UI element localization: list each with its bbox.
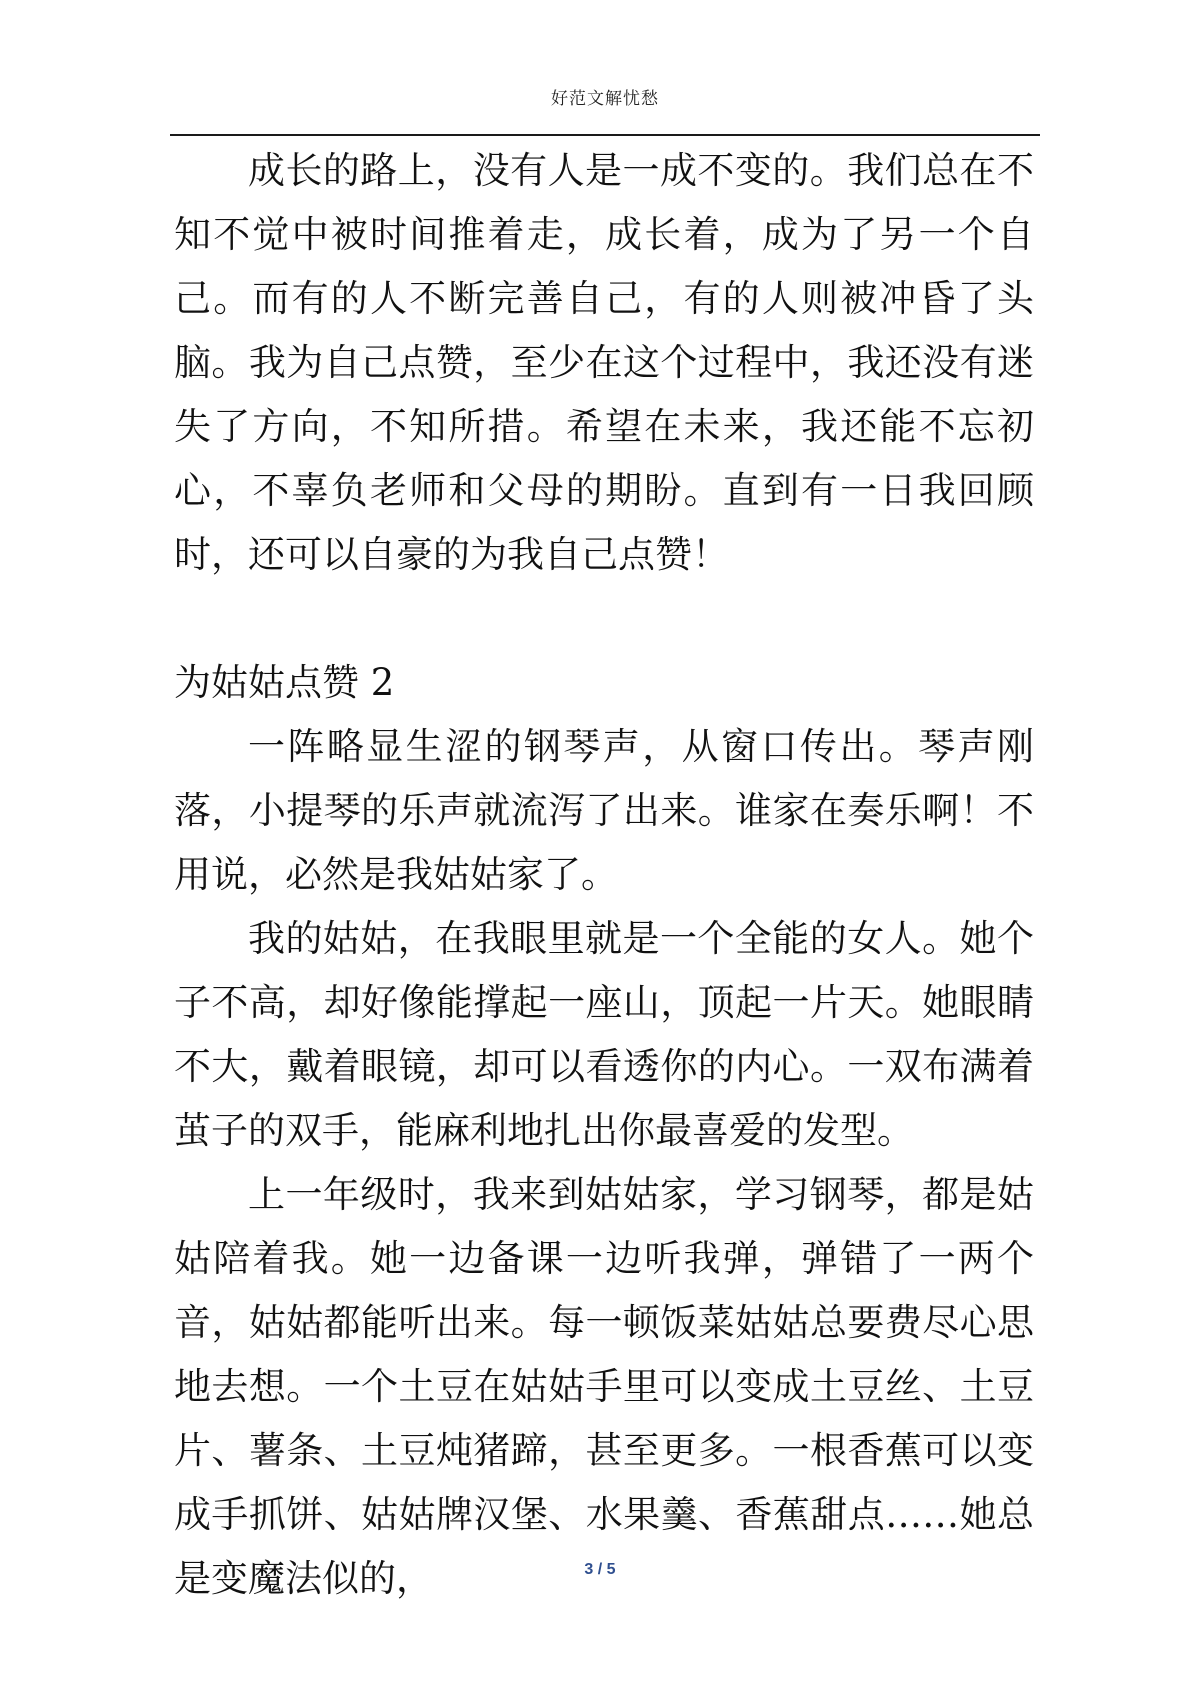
page-number: 3 / 5 xyxy=(584,1561,616,1578)
paragraph-spacer xyxy=(174,587,1034,651)
header-divider xyxy=(170,134,1040,136)
section-paragraph: 我的姑姑，在我眼里就是一个全能的女人。她个子不高，却好像能撑起一座山，顶起一片天。她眼睛不大，戴着眼镜，却可以看透你的内心。一双布满着茧子的双手，能麻利地扎出你最喜爱的发型。 xyxy=(174,917,1034,1152)
page-header-title: 好范文解忧愁 xyxy=(551,89,659,109)
section-paragraph: 上一年级时，我来到姑姑家，学习钢琴，都是姑姑陪着我。她一边备课一边听我弹，弹错了一两个音，姑姑都能听出来。每一顿饭菜姑姑总要费尽心思地去想。一个土豆在姑姑手里可以变成土豆丝、土豆片、薯条、土豆炖猪蹄，甚至更多。一根香蕉可以变成手抓饼、姑姑牌汉堡、水果羹、香蕉甜点……她总是变魔法似的， xyxy=(174,1173,1034,1600)
section-heading: 为姑姑点赞 2 xyxy=(174,661,395,704)
document-body xyxy=(174,139,1034,1611)
body-paragraph: 成长的路上，没有人是一成不变的。我们总在不知不觉中被时间推着走，成长着，成为了另一个自己。而有的人不断完善自己，有的人则被冲昏了头脑。我为自己点赞，至少在这个过程中，我还没有迷失了方向，不知所措。希望在未来，我还能不忘初心，不辜负老师和父母的期盼。直到有一日我回顾时，还可以自豪的为我自己点赞！ xyxy=(174,149,1034,576)
section-paragraph: 一阵略显生涩的钢琴声，从窗口传出。琴声刚落，小提琴的乐声就流泻了出来。谁家在奏乐啊！不用说，必然是我姑姑家了。 xyxy=(174,725,1034,896)
